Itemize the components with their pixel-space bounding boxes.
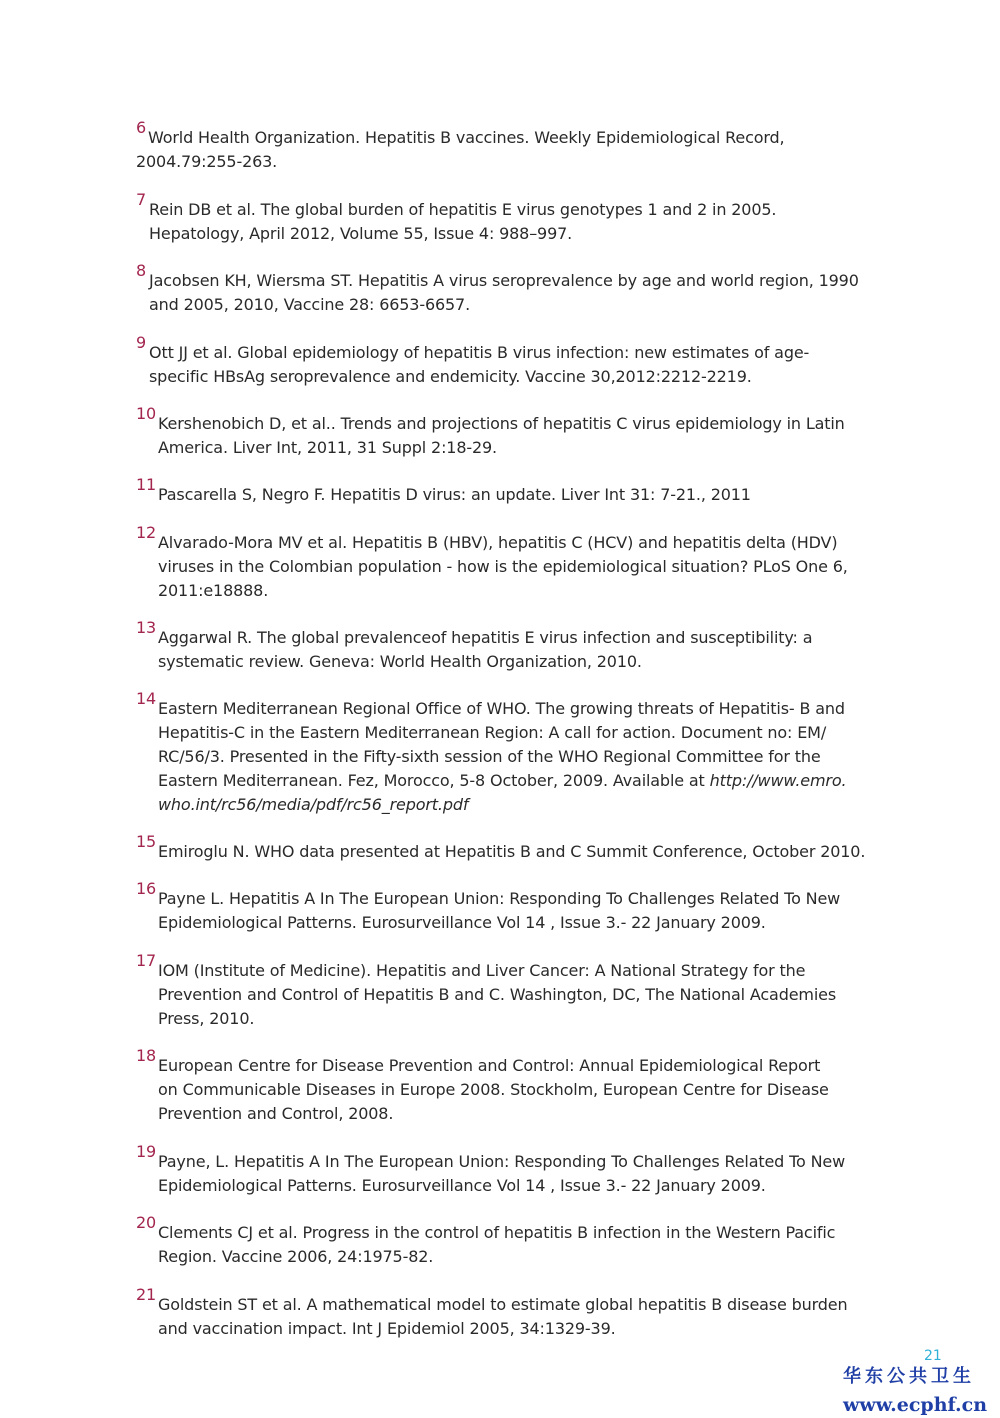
reference-item	[136, 1285, 876, 1341]
reference-item	[136, 475, 876, 507]
reference-text-line: Hepatology, April 2012, Volume 55, Issue 4: 988–997.	[149, 224, 573, 243]
reference-text-line: Payne L. Hepatitis A In The European Union: Responding To Challenges Related To New	[158, 889, 841, 908]
reference-text-line: Prevention and Control, 2008.	[158, 1104, 394, 1123]
reference-item	[136, 118, 876, 174]
reference-text-line: and vaccination impact. Int J Epidemiol 2005, 34:1329-39.	[158, 1319, 616, 1338]
watermark-chinese-text: 华东公共卫生	[843, 1366, 975, 1387]
reference-number: 6	[136, 118, 147, 137]
reference-text-line: Pascarella S, Negro F. Hepatitis D virus: an update. Liver Int 31: 7-21., 2011	[158, 485, 751, 504]
reference-text-line: Rein DB et al. The global burden of hepatitis E virus genotypes 1 and 2 in 2005.	[149, 200, 777, 219]
page-number: 21	[924, 1348, 942, 1364]
reference-url-link[interactable]: who.int/rc56/media/pdf/rc56_report.pdf	[158, 795, 469, 814]
reference-item	[136, 951, 876, 1031]
reference-number: 19	[136, 1142, 157, 1161]
reference-text-line: RC/56/3. Presented in the Fifty-sixth session of the WHO Regional Committee for the	[158, 747, 821, 766]
reference-text-line: Alvarado-Mora MV et al. Hepatitis B (HBV), hepatitis C (HCV) and hepatitis delta (HDV)	[158, 533, 838, 552]
reference-text-line: specific HBsAg seroprevalence and endemicity. Vaccine 30,2012:2212-2219.	[149, 367, 752, 386]
reference-item	[136, 1142, 876, 1198]
reference-number: 21	[136, 1285, 157, 1304]
reference-text-line: Region. Vaccine 2006, 24:1975-82.	[158, 1247, 434, 1266]
reference-text-line: Clements CJ et al. Progress in the control of hepatitis B infection in the Western Pacific	[158, 1223, 836, 1242]
reference-text-line: IOM (Institute of Medicine). Hepatitis and Liver Cancer: A National Strategy for the	[158, 961, 806, 980]
reference-item	[136, 1046, 876, 1126]
reference-text-line	[136, 769, 876, 793]
reference-text-line: Emiroglu N. WHO data presented at Hepatitis B and C Summit Conference, October 2010.	[158, 842, 866, 861]
reference-number: 13	[136, 618, 157, 637]
reference-text-line: Epidemiological Patterns. Eurosurveillance Vol 14 , Issue 3.- 22 January 2009.	[158, 913, 766, 932]
reference-number: 14	[136, 689, 157, 708]
reference-number: 11	[136, 475, 157, 494]
reference-item	[136, 333, 876, 389]
reference-number: 18	[136, 1046, 157, 1065]
reference-url-link[interactable]: http://www.emro.	[709, 771, 847, 790]
reference-item	[136, 190, 876, 246]
reference-number: 8	[136, 261, 147, 280]
reference-number: 9	[136, 333, 147, 352]
reference-text-segment: Eastern Mediterranean. Fez, Morocco, 5-8 October, 2009. Available at	[158, 771, 710, 790]
reference-text-line: viruses in the Colombian population - how is the epidemiological situation? PLoS One 6,	[158, 557, 848, 576]
reference-text-line: Prevention and Control of Hepatitis B and C. Washington, DC, The National Academies	[158, 985, 837, 1004]
reference-number: 15	[136, 832, 157, 851]
reference-number: 10	[136, 404, 157, 423]
reference-number: 20	[136, 1213, 157, 1232]
reference-text-line: Jacobsen KH, Wiersma ST. Hepatitis A virus seroprevalence by age and world region, 1990	[149, 271, 859, 290]
reference-text-line: systematic review. Geneva: World Health Organization, 2010.	[158, 652, 642, 671]
reference-number: 16	[136, 879, 157, 898]
reference-text-line: European Centre for Disease Prevention and Control: Annual Epidemiological Report	[158, 1056, 821, 1075]
reference-item	[136, 689, 876, 817]
reference-text-line: Ott JJ et al. Global epidemiology of hepatitis B virus infection: new estimates of age-	[149, 343, 810, 362]
reference-text-line: America. Liver Int, 2011, 31 Suppl 2:18-29.	[158, 438, 497, 457]
reference-text-line: 2004.79:255-263.	[136, 152, 278, 171]
reference-text-line: World Health Organization. Hepatitis B vaccines. Weekly Epidemiological Record,	[148, 128, 785, 147]
reference-text-line: on Communicable Diseases in Europe 2008. Stockholm, European Centre for Disease	[158, 1080, 829, 1099]
reference-text-line: Kershenobich D, et al.. Trends and projections of hepatitis C virus epidemiology in Latin	[158, 414, 845, 433]
reference-item	[136, 879, 876, 935]
reference-item	[136, 1213, 876, 1269]
reference-text-line: Hepatitis-C in the Eastern Mediterranean Region: A call for action. Document no: EM/	[158, 723, 827, 742]
reference-text-line: Epidemiological Patterns. Eurosurveillance Vol 14 , Issue 3.- 22 January 2009.	[158, 1176, 766, 1195]
reference-item	[136, 832, 876, 864]
watermark-url: www.ecphf.cn	[843, 1394, 988, 1416]
reference-number: 7	[136, 190, 147, 209]
reference-item	[136, 523, 876, 603]
reference-text-line: Press, 2010.	[158, 1009, 255, 1028]
reference-text-line: 2011:e18888.	[158, 581, 269, 600]
reference-text-line: Eastern Mediterranean Regional Office of WHO. The growing threats of Hepatitis- B and	[158, 699, 845, 718]
reference-text-line: Goldstein ST et al. A mathematical model to estimate global hepatitis B disease burden	[158, 1295, 848, 1314]
reference-item	[136, 618, 876, 674]
reference-number: 17	[136, 951, 157, 970]
reference-text-line: Aggarwal R. The global prevalenceof hepatitis E virus infection and susceptibility: a	[158, 628, 813, 647]
reference-text-line: and 2005, 2010, Vaccine 28: 6653-6657.	[149, 295, 471, 314]
reference-item	[136, 261, 876, 317]
reference-item	[136, 404, 876, 460]
reference-text-line: Payne, L. Hepatitis A In The European Union: Responding To Challenges Related To New	[158, 1152, 846, 1171]
reference-number: 12	[136, 523, 157, 542]
